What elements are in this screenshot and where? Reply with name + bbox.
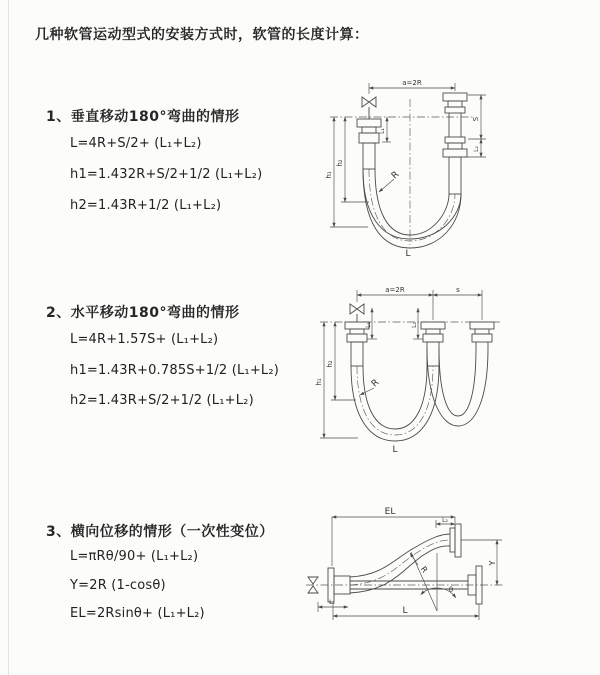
dim-label-l1: L₁: [365, 322, 372, 328]
formula-2-h1: h1=1.43R+0.785S+1/2 (L₁+L₂): [70, 363, 280, 378]
dim-label-l2: L₂: [442, 517, 448, 524]
dimension-s: [468, 95, 486, 139]
centerlines: [330, 99, 474, 245]
hose-u-curve: [363, 169, 461, 248]
dimension-h1: [325, 117, 368, 227]
formula-3-Y: Y=2R (1-cosθ): [70, 578, 166, 593]
diagram-horizontal-180-bend: [308, 282, 593, 457]
formula-3-L: L=πRθ/90+ (L₁+L₂): [70, 549, 199, 564]
page-left-border: [8, 0, 9, 675]
dim-label-h1: h₁: [325, 171, 333, 179]
radius-label: R: [389, 169, 402, 182]
formula-2-L: L=4R+1.57S+ (L₁+L₂): [70, 332, 219, 347]
dim-label-l1: L₁: [379, 128, 386, 134]
left-flange: [357, 119, 381, 169]
dim-label-el: EL: [384, 507, 396, 517]
right-flange: [470, 322, 494, 348]
dimension-top-a2r: [357, 286, 433, 320]
dim-label-s: S: [472, 116, 480, 122]
upper-right-flange: [450, 524, 461, 557]
radius-leader: [379, 170, 401, 192]
length-label: L: [405, 249, 411, 257]
length-label: L: [392, 445, 398, 455]
hose-u-curve-position2: [427, 348, 488, 426]
dim-label-h2: h₂: [326, 360, 334, 368]
dimension-top-a2r: [369, 79, 455, 94]
dim-label-s: s: [456, 286, 460, 294]
formula-1-L: L=4R+S/2+ (L₁+L₂): [70, 136, 202, 151]
formula-2-h2: h2=1.43R+S/2+1/2 (L₁+L₂): [70, 393, 254, 408]
page-title: 几种软管运动型式的安装方式时，软管的长度计算：: [35, 27, 369, 43]
dimension-shift-s: [433, 286, 482, 320]
hose-s-curve-position2: [350, 534, 450, 593]
section-1-heading: 1、垂直移动180°弯曲的情形: [46, 109, 240, 125]
hose-u-curve-position1: [351, 366, 439, 441]
dimension-l: [333, 603, 479, 620]
dim-label-l2: L₂: [473, 146, 480, 152]
valve-icon: [350, 304, 364, 322]
angle-label: θ: [448, 586, 454, 594]
section-3-heading: 3、横向位移的情形（一次性变位）: [46, 524, 274, 540]
dim-label-h2: h₂: [336, 159, 344, 167]
section-2-heading: 2、水平移动180°弯曲的情形: [46, 305, 240, 321]
diagram-vertical-180-bend: [312, 75, 592, 257]
dim-label-h1: h₁: [315, 378, 323, 386]
valve-icon: [362, 97, 376, 119]
formula-1-h2: h2=1.43R+1/2 (L₁+L₂): [70, 198, 222, 213]
dimension-l2: [436, 517, 455, 528]
radius-label: R: [418, 564, 430, 575]
dim-label-l2: L₂: [411, 322, 418, 328]
formula-1-h1: h1=1.432R+S/2+1/2 (L₁+L₂): [70, 167, 263, 182]
middle-flange: [421, 322, 445, 366]
dim-label-a2r: a=2R: [385, 286, 405, 294]
diagram-lateral-displacement: [298, 503, 563, 648]
length-label: L: [402, 606, 408, 616]
formula-3-EL: EL=2Rsinθ+ (L₁+L₂): [70, 606, 205, 621]
dim-label-y: Y: [488, 560, 497, 566]
dim-label-a2r: a=2R: [402, 79, 422, 87]
radius-label: R: [369, 377, 382, 390]
angle-construction: [411, 552, 456, 611]
dimension-y: [461, 540, 502, 585]
dim-label-l1: L₁: [329, 599, 335, 606]
right-pipe-assembly: [443, 93, 467, 194]
